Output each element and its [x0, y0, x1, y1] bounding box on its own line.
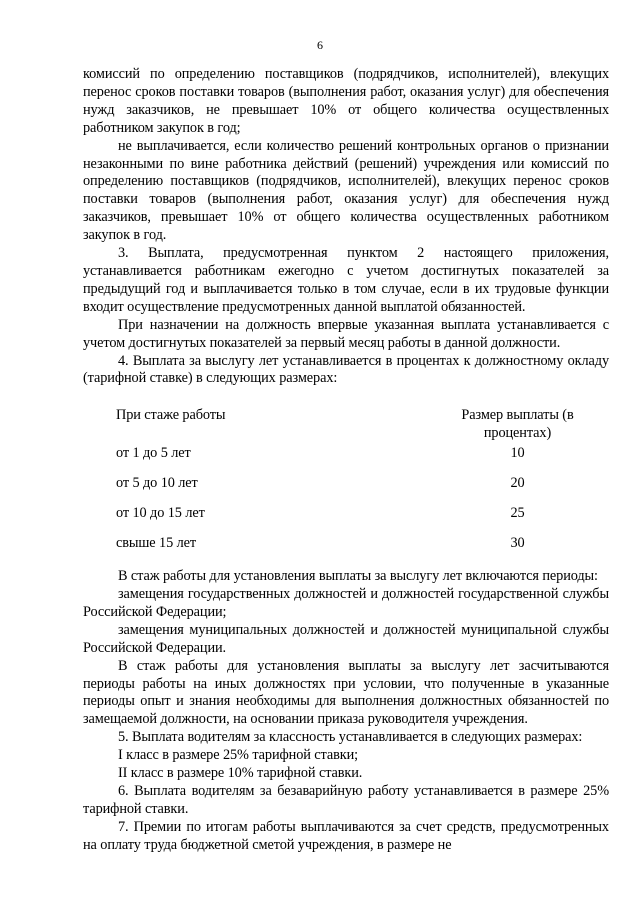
- paragraph-item-3: 3. Выплата, предусмотренная пунктом 2 настоящего приложения, устанавливается работникам ежегодно с учетом достигнутых показателей за предыдущий год и выплачивается только в том случае, если в их трудовые функции входит осуществление предусмотренных данной выплатой обязанностей.: [83, 245, 609, 315]
- paragraph: При назначении на должность впервые указанная выплата устанавливается с учетом достигнутых показателей за первый месяц работы в данной должности.: [83, 316, 609, 351]
- table-cell-percent: 30: [510, 535, 525, 552]
- table-header-percent: Размер выплаты (в процентах): [461, 407, 574, 442]
- paragraph: В стаж работы для установления выплаты за выслугу лет включаются периоды:: [118, 568, 598, 585]
- table-row: [83, 444, 609, 474]
- table-row: [83, 504, 609, 534]
- paragraph-item-4: 4. Выплата за выслугу лет устанавливается в процентах к должностному окладу (тарифной ставке) в следующих размерах:: [83, 352, 609, 387]
- paragraph: В стаж работы для установления выплаты за выслугу лет засчитываются периоды работы на иных должностях при условии, что полученные в указанные периоды опыт и знания необходимы для выполнения должностных обязанностей по замещаемой должности, на основании приказа руководителя учреждения.: [83, 657, 609, 728]
- table-row: [83, 474, 609, 504]
- paragraph-item-6: 6. Выплата водителям за безаварийную работу устанавливается в размере 25% тарифной ставки.: [83, 783, 609, 817]
- paragraph: замещения муниципальных должностей и должностей муниципальной службы Российской Федерации.: [83, 621, 609, 656]
- table-cell-percent: 10: [510, 445, 525, 462]
- paragraph: I класс в размере 25% тарифной ставки;: [118, 747, 359, 764]
- paragraph-item-5: 5. Выплата водителям за классность устанавливается в следующих размерах:: [118, 729, 583, 746]
- paragraph: замещения государственных должностей и должностей государственной службы Российской Федерации;: [83, 586, 609, 620]
- paragraph: II класс в размере 10% тарифной ставки.: [118, 765, 363, 782]
- paragraph-item-7: 7. Премии по итогам работы выплачиваются за счет средств, предусмотренных на оплату труда бюджетной сметой учреждения, в размере не: [83, 818, 609, 853]
- table-cell-experience: от 1 до 5 лет: [116, 445, 191, 462]
- paragraph: не выплачивается, если количество решений контрольных органов о признании незаконными по вине работника действий (решений) учреждения или комиссий по определению поставщиков (подрядчиков, исполнителей), влекущих перенос сроков поставки товаров (выполнения работ, оказания услуг) для обеспечения нужд заказчиков, превышает 10% от общего количества осуществленных работником закупок в год.: [83, 137, 609, 244]
- document-body: [83, 66, 609, 855]
- table-cell-experience: свыше 15 лет: [116, 535, 197, 552]
- table-cell-percent: 20: [510, 475, 525, 492]
- table-header-row: [83, 406, 609, 444]
- table-cell-experience: от 5 до 10 лет: [116, 475, 198, 492]
- seniority-table: [83, 406, 609, 564]
- paragraph: комиссий по определению поставщиков (подрядчиков, исполнителей), влекущих перенос сроков поставки товаров (выполнения работ, оказания услуг) для обеспечения нужд заказчиков, не превышает 10% от общего количества осуществленных работником закупок в год;: [83, 66, 609, 136]
- page-number: 6: [317, 38, 323, 52]
- table-row: [83, 534, 609, 564]
- table-cell-experience: от 10 до 15 лет: [116, 505, 205, 522]
- table-cell-percent: 25: [510, 505, 525, 522]
- table-header-experience: При стаже работы: [116, 407, 226, 424]
